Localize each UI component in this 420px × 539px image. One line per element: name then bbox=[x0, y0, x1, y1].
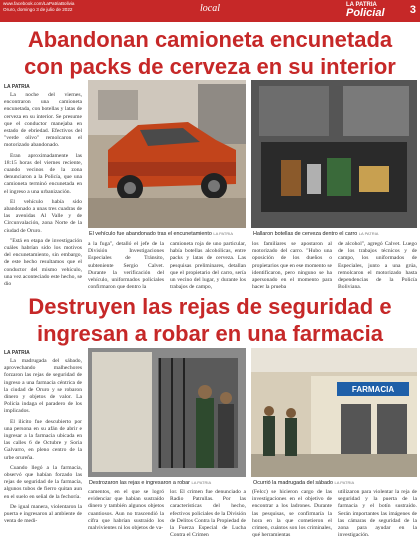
article2-col3: lor. El crimen fue denunciado a Radio Patrullas. Por las características del hecho, efectivos policiales de la División de Delitos Contra la Propiedad de la Fuerza Especial de Lucha Contra el Crimen bbox=[170, 489, 246, 539]
photo-credit: LA PATRIA bbox=[334, 480, 355, 485]
article2-photo2 bbox=[251, 348, 417, 477]
pharmacy-entrance-photo bbox=[88, 348, 246, 477]
article2-col2: camentos, en el que se logró evidenciar que habían sustraído dinero y también algunos objetos cuantiosos. Aun no trascendió la cifra que habrían sustraído los malvivientes ni los objetos de va- bbox=[88, 489, 164, 532]
article1-col3: camioneta roja de uno particular, había botellas alcohólicas, entre packs y latas de cerveza. Las pesquisas preliminares, detallan que el propietario del carro, sería un vecino del lugar, y durante los trabajos de campo, bbox=[170, 241, 246, 291]
pharmacy-sign: FARMACIA bbox=[351, 385, 395, 394]
article1-caption1 bbox=[89, 231, 233, 237]
caption-text: Hallaron botellas de cerveza dentro el carro bbox=[253, 231, 358, 237]
brand bbox=[346, 2, 418, 18]
article2-caption1 bbox=[89, 480, 211, 486]
photo-credit: LA PATRIA bbox=[191, 480, 212, 485]
header-date: Oruro, domingo 3 de julio de 2022 bbox=[3, 6, 73, 12]
section-label: local bbox=[200, 3, 220, 14]
caption-text: Ocurrió la madrugada del sábado bbox=[253, 480, 334, 486]
article1-byline: LA PATRIA bbox=[4, 84, 30, 90]
pickup-truck-photo bbox=[88, 80, 246, 228]
photo-credit: LA PATRIA bbox=[213, 231, 234, 236]
article1-col5: de alcohol", agregó Calvet. Luego de los trabajos técnicos y de campo, los uniformados de Especiales, junto a una grúa, remolcaron el motorizado hasta dependencias de la Policía Boliviana. bbox=[338, 241, 417, 291]
header-website: www.facebook.com/LaPatriaBolivia bbox=[3, 1, 75, 6]
article1-col1 bbox=[4, 92, 82, 289]
article2-byline: LA PATRIA bbox=[4, 350, 30, 356]
article2-col4: (Felcc) se hicieron cargo de las investigaciones en el objetivo de encontrar a los ladrones. Durante las pesquisas, se confirmaría la hora en la que cometieron el crimen, cuántos son los criminales, qué herramientas bbox=[252, 489, 332, 539]
article2-col5: utilizaron para violentar la reja de seguridad y la puerta de la farmacia y el botín sustraído. Serán importantes las imágenes de las cámaras de seguridad de la zona para ayudar en la investigación. bbox=[338, 489, 417, 539]
article1-headline-line2: con packs de cerveza en su interior bbox=[24, 54, 396, 79]
article2-caption2 bbox=[253, 480, 354, 486]
truck-interior-photo bbox=[251, 80, 417, 228]
article1-caption2 bbox=[253, 231, 378, 237]
article1-headline-line1: Abandonan camioneta encunetada bbox=[27, 27, 393, 52]
page-number: 3 bbox=[409, 4, 416, 16]
article1-paragraph: El vehículo había sido abandonado a unas tres cuadras de las avenidas Al Valle y de Circunvalación, zona Norte de la ciudad de Oruro. bbox=[4, 198, 82, 234]
header-meta bbox=[3, 1, 75, 12]
brand-section: Policial bbox=[346, 7, 385, 19]
article2-paragraph: De igual manera, violentaron la puerta e ingresaron al ambiente de venta de medi- bbox=[4, 503, 82, 525]
article1-paragraph: La noche del viernes, encontraron una camioneta encunetada, con botellas y latas de cerveza en su interior. Se presume que el conductor manejaba en estado de ebriedad. Efectivos del "verde olivo" remolcaron el motorizado abandonado. bbox=[4, 92, 82, 149]
photo-credit: LA PATRIA bbox=[358, 231, 379, 236]
article2-paragraph: El ilícito fue descubierto por una persona en su afán de abrir e ingresar a la farmacia ubicada en las calles 6 de Octubre y Soria Galvarro, en pleno centro de la urbe orureña. bbox=[4, 418, 82, 461]
article2-headline-line1: Destruyen las rejas de seguridad e bbox=[28, 294, 392, 319]
caption-text: Destrozaron las rejas e ingresaron a robar bbox=[89, 480, 190, 486]
article2-paragraph: Cuando llegó a la farmacia, observó que habían forzado las rejas de seguridad de la farmacia, algunos tubos de fierro quitan aun en el suelo en señal de la fechoría. bbox=[4, 464, 82, 500]
article1-paragraph: Eran aproximadamente las 18:15 horas del viernes reciente, cuando vecinos de la zona denunciaron a la Policía, que una camioneta terminó encunetada en el ingreso a una urbanización. bbox=[4, 152, 82, 195]
article1-paragraph: "Está en etapa de investigación cuáles habrían sido los motivos del encunetamiento, sin embargo, de este hecho resultamos que el conductor del mismo vehículo, una vez aconteciado este hecho, se dio bbox=[4, 237, 82, 288]
brand-name: LA PATRIA bbox=[346, 2, 377, 8]
article2-headline bbox=[0, 293, 420, 347]
article1-col2: a la fuga", detalló el jefe de la División Investigaciones Especiales de Tránsito, subteniente Sergio Calvet. Durante la verificación del vehículo, uniformados policiales confirmaron que dentro la bbox=[88, 241, 164, 291]
article2-headline-line2: ingresan a robar en una farmacia bbox=[36, 321, 384, 346]
pharmacy-street-photo bbox=[251, 348, 417, 477]
article2-photo1 bbox=[88, 348, 246, 477]
article2-col1 bbox=[4, 358, 82, 532]
caption-text: El vehículo fue abandonado tras el encunetamiento bbox=[89, 231, 212, 237]
page-header bbox=[0, 0, 420, 22]
article2-paragraph: La madrugada del sábado, aprovechando malhechores forzaron las rejas de seguridad de ingreso a una farmacia céntrica de la ciudad de Oruro y se robaron dinero y objetos de valor. La Policía indaga el paradero de los implicados. bbox=[4, 358, 82, 415]
article1-headline bbox=[0, 26, 420, 80]
article1-photo1 bbox=[88, 80, 246, 228]
article1-col4: los familiares se apostaron al motorizado del carro. "Hubo una oposición de los dueños o propietarios que en ese momento se identificaron, pero ninguno se ha apersonado en el momento para hacer la prueba bbox=[252, 241, 332, 291]
article1-photo2 bbox=[251, 80, 417, 228]
